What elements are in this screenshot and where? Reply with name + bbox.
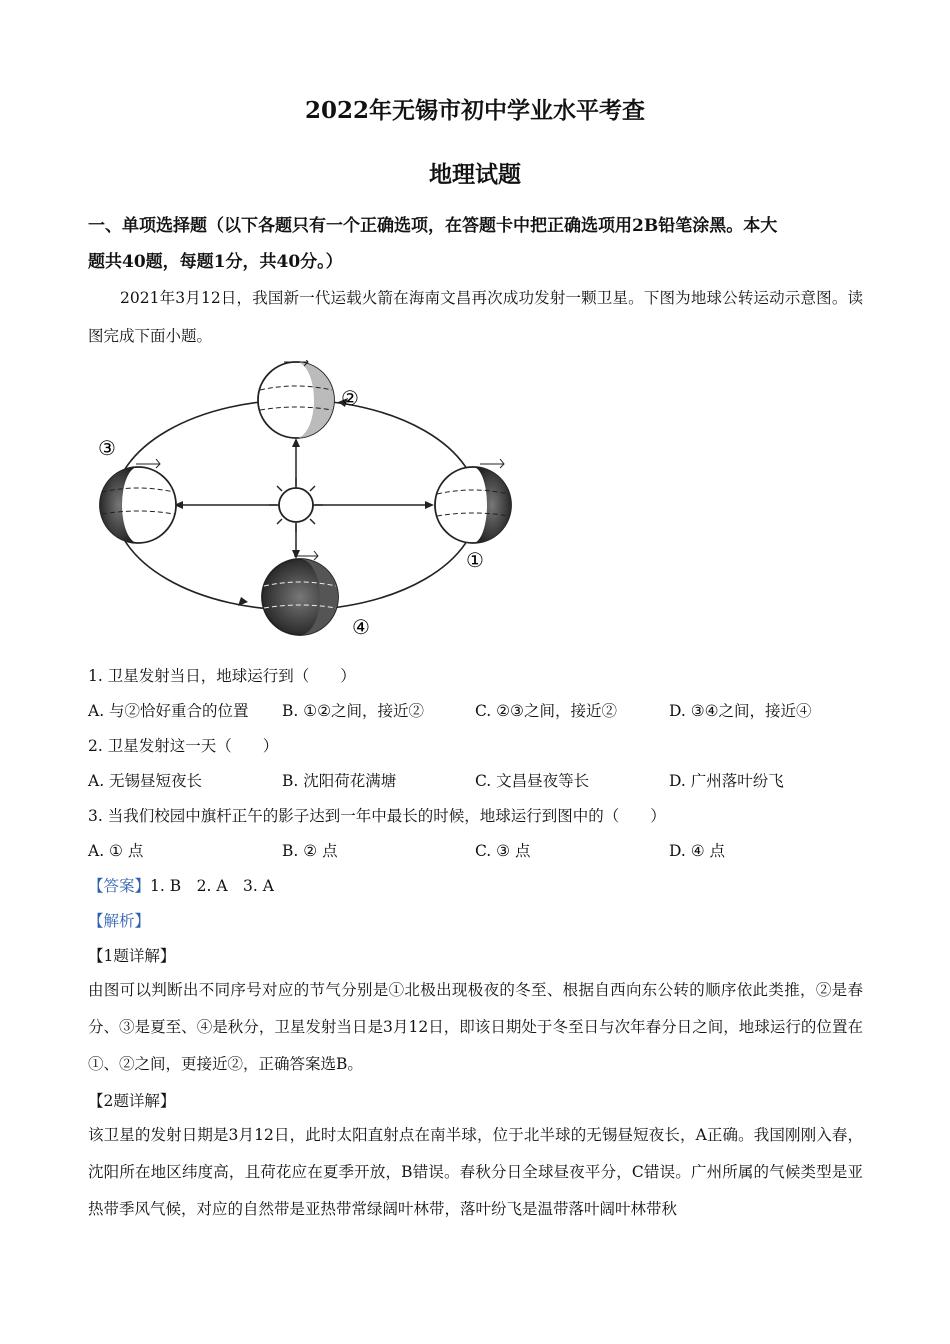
q2-analysis-heading: 【2题详解】 — [88, 1092, 176, 1110]
section-heading-line2: 题共40题，每题1分，共40分。） — [88, 252, 343, 272]
earth-position-1 — [435, 459, 511, 543]
q1-option-d: D. ③④之间，接近④ — [669, 702, 812, 720]
label-position-4: ④ — [352, 615, 370, 639]
q3-option-a: A. ① 点 — [88, 842, 144, 860]
q1-option-b: B. ①②之间，接近② — [282, 702, 425, 720]
q1-option-c: C. ②③之间，接近② — [475, 702, 617, 720]
q2-analysis-text: 该卫星的发射日期是3月12日，此时太阳直射点在南半球，位于北半球的无锡昼短夜长，A正确。我国刚刚入春，沈阳所在地区纬度高，且荷花应在夏季开放，B错误。春秋分日全球昼夜平分，C错误。广州所属的气候类型是亚热带季风气候，对应的自然带是亚热带常绿阔叶林带，落叶纷飞是温带落叶阔叶林带秋 — [88, 1126, 863, 1218]
label-position-3: ③ — [98, 436, 116, 460]
sun-body — [279, 488, 313, 522]
q1-analysis-text: 由图可以判断出不同序号对应的节气分别是①北极出现极夜的冬至、根据自西向东公转的顺序依此类推，②是春分、③是夏至、④是秋分，卫星发射当日是3月12日，即该日期处于冬至日与次年春分日之间，地球运行的位置在①、②之间，更接近②，正确答案选B。 — [88, 981, 863, 1073]
section-heading-line1: 一、单项选择题（以下各题只有一个正确选项，在答题卡中把正确选项用2B铅笔涂黑。本大 — [88, 216, 778, 236]
question-1-stem: 1. 卫星发射当日，地球运行到（ ） — [88, 667, 356, 685]
earth-position-3 — [100, 459, 176, 543]
q3-option-b: B. ② 点 — [282, 842, 338, 860]
analysis-label: 【解析】 — [88, 912, 151, 930]
intro-paragraph: 2021年3月12日，我国新一代运载火箭在海南文昌再次成功发射一颗卫星。下图为地球公转运动示意图。读图完成下面小题。 — [88, 289, 863, 345]
earth-position-4 — [262, 551, 338, 635]
answer-text: 1. B 2. A 3. A — [150, 877, 274, 895]
page-subtitle: 地理试题 — [429, 161, 521, 188]
label-position-1: ① — [466, 548, 484, 572]
answer-line — [88, 874, 274, 896]
earth-position-2 — [258, 360, 334, 438]
page-title: 2022年无锡市初中学业水平考查 — [304, 97, 645, 124]
answer-label: 【答案】 — [88, 877, 151, 895]
q2-option-d: D. 广州落叶纷飞 — [669, 772, 784, 790]
q1-analysis-heading: 【1题详解】 — [88, 947, 176, 965]
q2-option-c: C. 文昌昼夜等长 — [475, 772, 590, 790]
question-3-stem: 3. 当我们校园中旗杆正午的影子达到一年中最长的时候，地球运行到图中的（ ） — [88, 807, 666, 825]
q2-option-a: A. 无锡昼短夜长 — [88, 772, 203, 790]
earth-revolution-figure — [88, 360, 528, 650]
q3-option-c: C. ③ 点 — [475, 842, 531, 860]
q1-option-a: A. 与②恰好重合的位置 — [88, 702, 249, 720]
question-2-stem: 2. 卫星发射这一天（ ） — [88, 737, 279, 755]
label-position-2: ② — [341, 386, 359, 410]
q2-option-b: B. 沈阳荷花满塘 — [282, 772, 397, 790]
q3-option-d: D. ④ 点 — [669, 842, 726, 860]
